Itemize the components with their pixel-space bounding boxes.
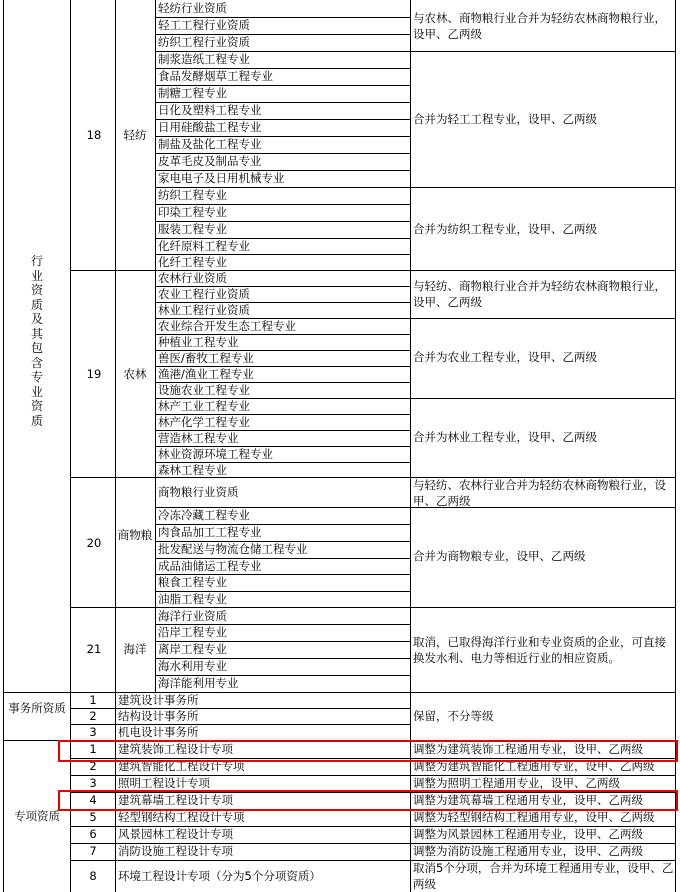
special-note: 调整为风景园林工程通用专业，设甲、乙两级 xyxy=(413,827,643,841)
row-number: 3 xyxy=(89,725,97,739)
sub-item: 皮革毛皮及制品专业 xyxy=(158,154,262,168)
sub-item: 制浆造纸工程专业 xyxy=(158,52,250,66)
highlight-box xyxy=(58,740,678,762)
group-label-special: 专项资质 xyxy=(14,809,60,823)
row-number: 8 xyxy=(89,869,97,883)
industry-number: 21 xyxy=(86,642,102,656)
sub-item: 冷冻冷藏工程专业 xyxy=(158,508,250,522)
row-number: 1 xyxy=(89,693,97,707)
sub-item: 兽医/畜牧工程专业 xyxy=(158,351,254,365)
special-note: 调整为建筑智能化工程通用专业，设甲、乙两级 xyxy=(413,759,655,773)
sub-item: 农业工程行业资质 xyxy=(158,287,250,301)
sub-item: 林业工程行业资质 xyxy=(158,303,250,317)
special-name: 建筑装饰工程设计专项 xyxy=(118,742,233,756)
sub-item: 林产化学工程专业 xyxy=(158,415,250,429)
sub-item: 海洋能利用专业 xyxy=(158,676,239,690)
sub-item: 化纤原料工程专业 xyxy=(158,239,250,253)
group-label-industry: 行业资质及其包含专业资质 xyxy=(30,254,43,428)
sub-item: 农业综合开发生态工程专业 xyxy=(158,319,296,333)
grid-line xyxy=(70,0,71,692)
sub-item: 制盐及盐化工程专业 xyxy=(158,137,262,151)
special-note: 调整为轻型钢结构工程通用专业，设甲、乙两级 xyxy=(413,810,655,824)
sub-item: 渔港/渔业工程专业 xyxy=(158,367,254,381)
special-name: 建筑幕墙工程设计专项 xyxy=(118,793,233,807)
sub-item: 油脂工程专业 xyxy=(158,592,227,606)
sub-item: 沿岸工程专业 xyxy=(158,625,227,639)
special-note: 调整为照明工程通用专业，设甲、乙两级 xyxy=(413,776,620,790)
firm-name: 结构设计事务所 xyxy=(118,709,199,723)
sub-item: 家电电子及日用机械专业 xyxy=(158,171,285,185)
sub-item: 设施农业工程专业 xyxy=(158,383,250,397)
sub-item: 批发配送与物流仓储工程专业 xyxy=(158,542,308,556)
special-name: 轻型钢结构工程设计专项 xyxy=(118,810,245,824)
special-note: 调整为建筑装饰工程通用专业，设甲、乙两级 xyxy=(413,742,643,756)
row-number: 3 xyxy=(89,776,97,790)
sub-item: 林产工业工程专业 xyxy=(158,399,250,413)
row-number: 1 xyxy=(89,742,97,756)
merge-note: 与农林、商物粮行业合并为轻纺农林商物粮行业，设甲、乙两级 xyxy=(413,11,666,41)
sub-item: 森林工程专业 xyxy=(158,463,227,477)
industry-name: 商物粮 xyxy=(117,528,153,542)
sub-item: 服装工程专业 xyxy=(158,222,227,236)
industry-name: 海洋 xyxy=(123,642,147,656)
special-note: 调整为消防设施工程通用专业，设甲、乙两级 xyxy=(413,844,643,858)
industry-name: 农林 xyxy=(123,367,147,381)
special-name: 消防设施工程设计专项 xyxy=(118,844,233,858)
industry-number: 19 xyxy=(86,367,102,381)
sub-item: 营造林工程专业 xyxy=(158,431,239,445)
sub-item: 肉食品加工工程专业 xyxy=(158,525,262,539)
firm-name: 建筑设计事务所 xyxy=(118,693,199,707)
sub-item: 食品发酵烟草工程专业 xyxy=(158,69,273,83)
sub-item: 林业资源环境工程专业 xyxy=(158,447,273,461)
sub-item: 制糖工程专业 xyxy=(158,86,227,100)
sub-item: 日化及塑料工程专业 xyxy=(158,103,262,117)
sub-item: 海洋行业资质 xyxy=(158,609,227,623)
sub-item: 纺织工程行业资质 xyxy=(158,35,250,49)
industry-number: 18 xyxy=(86,128,102,142)
sub-item: 离岸工程专业 xyxy=(158,642,227,656)
sub-item: 农林行业资质 xyxy=(158,271,227,285)
special-name: 环境工程设计专项（分为5个分项资质） xyxy=(118,869,321,883)
table-border xyxy=(3,0,4,892)
sub-item: 成品油储运工程专业 xyxy=(158,559,262,573)
sub-item: 粮食工程专业 xyxy=(158,575,227,589)
merge-note: 合并为农业工程专业，设甲、乙两级 xyxy=(413,350,597,364)
merge-note: 与轻纺、商物粮行业合并为轻纺农林商物粮行业，设甲、乙两级 xyxy=(413,279,666,309)
merge-note: 合并为林业工程专业，设甲、乙两级 xyxy=(413,430,597,444)
merge-note: 与轻纺、农林行业合并为轻纺农林商物粮行业，设甲、乙两级 xyxy=(413,478,666,508)
group-label-firm: 事务所资质 xyxy=(8,701,66,715)
grid-line xyxy=(115,0,116,692)
sub-item: 化纤工程专业 xyxy=(158,255,227,269)
sub-item: 轻纺行业资质 xyxy=(158,1,227,15)
row-number: 2 xyxy=(89,759,97,773)
special-name: 建筑智能化工程设计专项 xyxy=(118,759,245,773)
firm-name: 机电设计事务所 xyxy=(118,725,199,739)
merge-note: 合并为纺织工程专业，设甲、乙两级 xyxy=(413,222,597,236)
merge-note: 合并为商物粮专业，设甲、乙两级 xyxy=(413,549,586,563)
sub-item: 纺织工程专业 xyxy=(158,188,227,202)
sub-item: 日用硅酸盐工程专业 xyxy=(158,120,262,134)
special-note: 调整为建筑幕墙工程通用专业，设甲、乙两级 xyxy=(413,793,643,807)
grid-line xyxy=(155,0,156,692)
special-note: 取消5个分项，合并为环境工程通用专业，设甲、乙两级 xyxy=(413,861,674,891)
row-number: 5 xyxy=(89,810,97,824)
row-number: 7 xyxy=(89,844,97,858)
sub-item: 轻工工程行业资质 xyxy=(158,18,250,32)
sub-item: 海水利用专业 xyxy=(158,659,227,673)
highlight-box xyxy=(58,790,678,811)
sub-item: 印染工程专业 xyxy=(158,205,227,219)
sub-item: 商物粮行业资质 xyxy=(158,485,239,499)
row-number: 4 xyxy=(89,793,97,807)
row-number: 2 xyxy=(89,709,97,723)
sub-item: 种植业工程专业 xyxy=(158,335,239,349)
special-name: 风景园林工程设计专项 xyxy=(118,827,233,841)
special-name: 照明工程设计专项 xyxy=(118,776,210,790)
firm-note: 保留，不分等级 xyxy=(413,709,494,723)
industry-name: 轻纺 xyxy=(123,128,147,142)
merge-note: 取消，已取得海洋行业和专业资质的企业，可直接换发水利、电力等相近行业的相应资质。 xyxy=(413,635,666,665)
row-number: 6 xyxy=(89,827,97,841)
industry-number: 20 xyxy=(86,536,102,550)
merge-note: 合并为轻工工程专业，设甲、乙两级 xyxy=(413,112,597,126)
